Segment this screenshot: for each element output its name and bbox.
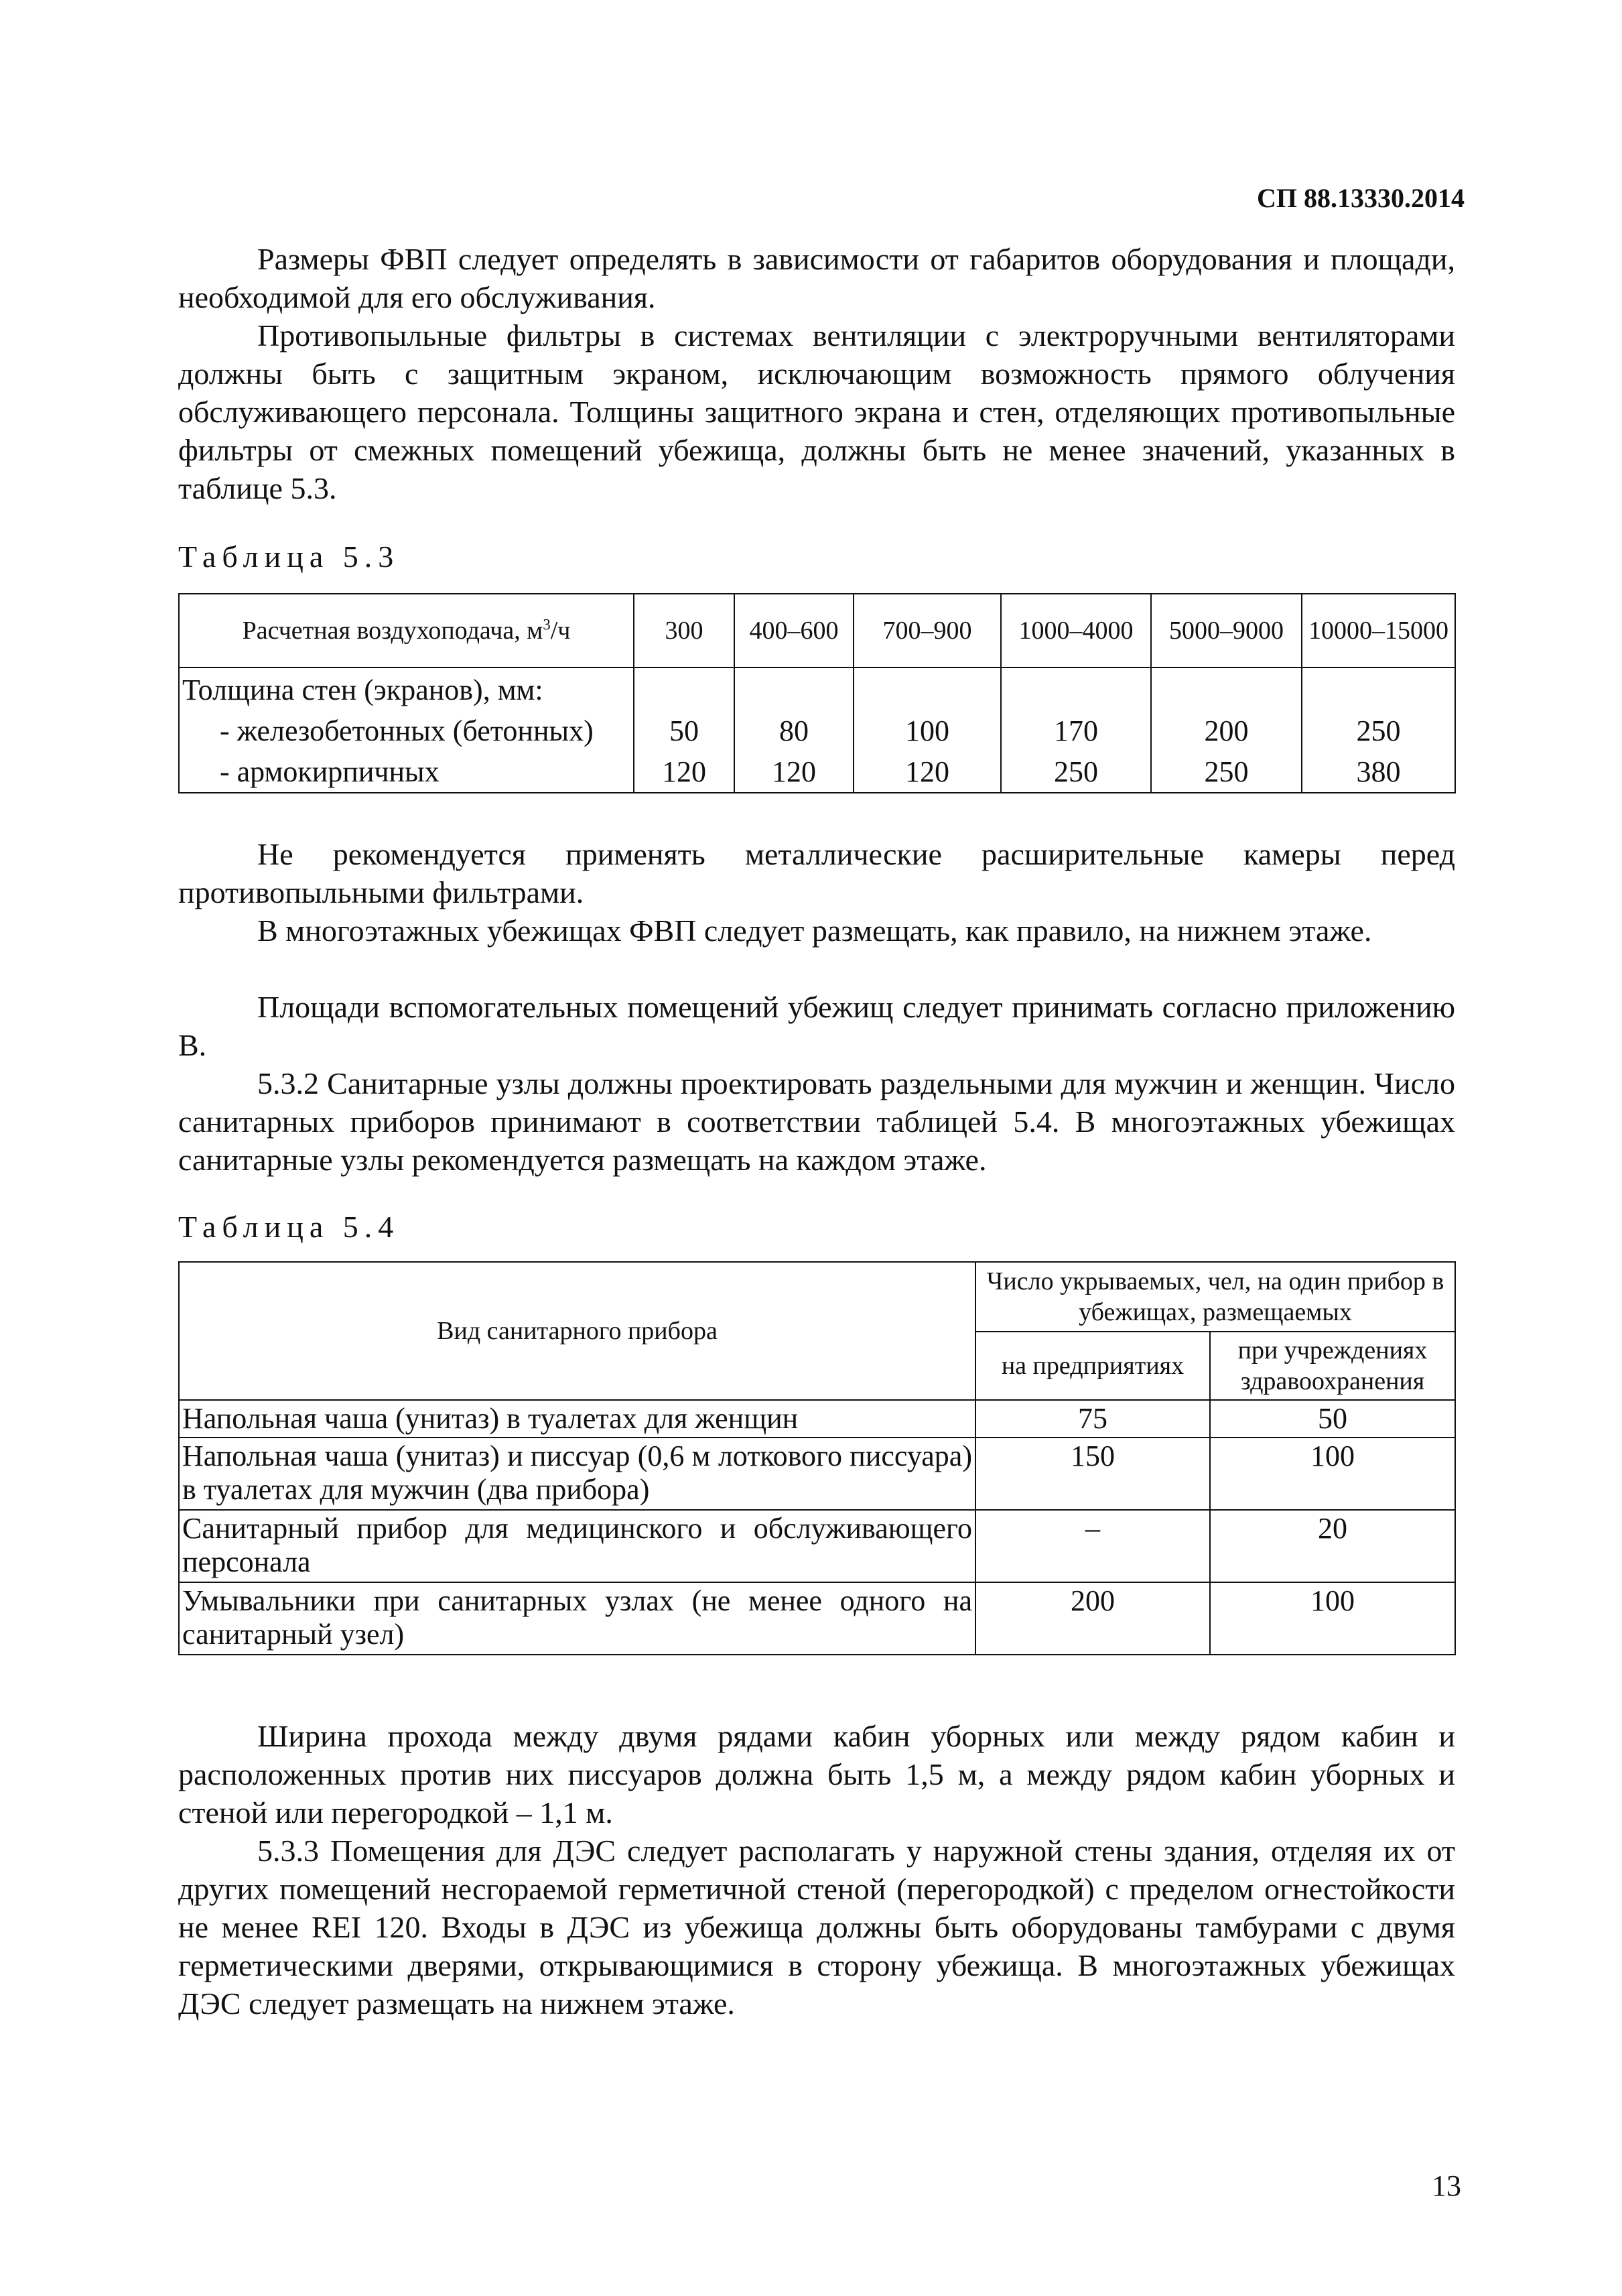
table-row bbox=[179, 1438, 1455, 1510]
table-5-3-values-col bbox=[1151, 667, 1302, 793]
table-5-4-device-cell: Напольная чаша (унитаз) в туалетах для женщин bbox=[179, 1400, 975, 1438]
table-5-3-cell: 120 bbox=[905, 755, 949, 788]
document-code: СП 88.13330.2014 bbox=[1257, 183, 1465, 213]
table-5-4-health-cell: 20 bbox=[1210, 1510, 1455, 1582]
paragraph-dust-filters: Противопыльные фильтры в системах вентиляции с электроручными вентиляторами должны быть с защитным экраном, исключающим возможность прямого облучения обслуживающего персонала. Толщины защитного экрана и стен, отделяющих противопыльные фильтры от смежных помещений убежища, должны быть не менее значений, указанных в таблице 5.3. bbox=[178, 318, 1455, 505]
table-5-4 bbox=[178, 1261, 1456, 1655]
table-5-3-group-label: Толщина стен (экранов), мм: bbox=[182, 674, 543, 706]
table-5-3 bbox=[178, 593, 1456, 793]
table-5-3-cell: 250 bbox=[1204, 755, 1249, 788]
table-5-4-device-cell: Санитарный прибор для медицинского и обслуживающего персонала bbox=[179, 1510, 975, 1582]
table-5-3-cell: 250 bbox=[1356, 714, 1401, 747]
table-5-3-row-label: - армокирпичных bbox=[220, 755, 440, 788]
table-5-3-cell: 380 bbox=[1356, 755, 1401, 788]
table-5-4-col-device: Вид санитарного прибора bbox=[179, 1262, 975, 1400]
table-row bbox=[179, 1510, 1455, 1582]
table-5-3-header-label: Расчетная воздухоподача, $м^3/ч$ bbox=[179, 594, 634, 667]
table-5-3-values-col bbox=[1001, 667, 1151, 793]
paragraph-passage-width: Ширина прохода между двумя рядами кабин уборных или между рядом кабин и расположенных против них писсуаров должна быть 1,5 м, а между рядом кабин уборных и стеной или перегородкой – 1,1 м. bbox=[178, 1719, 1455, 1830]
paragraph-expansion-chambers: Не рекомендуется применять металлические расширительные камеры перед противопыльными фильтрами. bbox=[178, 837, 1455, 909]
page-number: 13 bbox=[1432, 2169, 1461, 2202]
table-5-3-header-row bbox=[179, 594, 1455, 667]
paragraph-aux-rooms: Площади вспомогательных помещений убежищ следует принимать согласно приложению В. bbox=[178, 990, 1455, 1062]
table-5-4-caption: Таблица 5.4 bbox=[178, 1210, 400, 1244]
table-row bbox=[179, 1400, 1455, 1438]
table-5-3-cell: 200 bbox=[1204, 714, 1249, 747]
paragraph-5-3-3: 5.3.3 Помещения для ДЭС следует располагать у наружной стены здания, отделяя их от других помещений несгораемой герметичной стеной (перегородкой) с пределом огнестойкости не менее REI 120. Входы в ДЭС из убежища должны быть оборудованы тамбурами с двумя герметическими дверями, открывающимися в сторону убежища. В многоэтажных убежищах ДЭС следует размещать на нижнем этаже. bbox=[178, 1834, 1455, 2021]
table-5-3-col-header: 5000–9000 bbox=[1151, 594, 1302, 667]
table-5-4-col-enterprises: на предприятиях bbox=[975, 1332, 1210, 1400]
table-5-3-cell: 80 bbox=[779, 714, 809, 747]
table-5-4-device-cell: Напольная чаша (унитаз) и писсуар (0,6 м лоткового писсуара) в туалетах для мужчин (два прибора) bbox=[179, 1438, 975, 1510]
table-5-3-values-col bbox=[634, 667, 734, 793]
table-5-3-col-header: 10000–15000 bbox=[1302, 594, 1455, 667]
table-5-3-col-header: 400–600 bbox=[734, 594, 854, 667]
table-5-4-enterprises-cell: 150 bbox=[975, 1438, 1210, 1510]
table-5-3-cell: 50 bbox=[669, 714, 699, 747]
table-5-3-cell: 250 bbox=[1054, 755, 1098, 788]
table-5-4-enterprises-cell: – bbox=[975, 1510, 1210, 1582]
table-5-3-body-row bbox=[179, 667, 1455, 793]
paragraph-fvp-sizes: Размеры ФВП следует определять в зависимости от габаритов оборудования и площади, необходимой для его обслуживания. bbox=[178, 242, 1455, 314]
table-5-4-enterprises-cell: 200 bbox=[975, 1582, 1210, 1655]
table-5-3-cell: 120 bbox=[772, 755, 816, 788]
table-5-3-row-labels bbox=[179, 667, 634, 793]
table-5-4-col-group: Число укрываемых, чел, на один прибор в убежищах, размещаемых bbox=[975, 1262, 1455, 1332]
table-5-3-cell: 120 bbox=[662, 755, 706, 788]
table-5-3-values-col bbox=[734, 667, 854, 793]
table-5-4-enterprises-cell: 75 bbox=[975, 1400, 1210, 1438]
table-5-4-device-cell: Умывальники при санитарных узлах (не менее одного на санитарный узел) bbox=[179, 1582, 975, 1655]
paragraph-5-3-2: 5.3.2 Санитарные узлы должны проектировать раздельными для мужчин и женщин. Число санитарных приборов принимают в соответствии таблицей 5.4. В многоэтажных убежищах санитарные узлы рекомендуется размещать на каждом этаже. bbox=[178, 1066, 1455, 1177]
table-5-3-caption: Таблица 5.3 bbox=[178, 539, 400, 574]
table-5-3-cell: 100 bbox=[905, 714, 949, 747]
table-5-3-values-col bbox=[854, 667, 1001, 793]
table-5-4-health-cell: 50 bbox=[1210, 1400, 1455, 1438]
table-5-4-header-row bbox=[179, 1262, 1455, 1332]
table-5-4-health-cell: 100 bbox=[1210, 1582, 1455, 1655]
table-5-3-col-header: 300 bbox=[634, 594, 734, 667]
table-5-4-col-health: при учреждениях здравоохранения bbox=[1210, 1332, 1455, 1400]
table-5-3-cell: 170 bbox=[1054, 714, 1098, 747]
table-5-3-col-header: 1000–4000 bbox=[1001, 594, 1151, 667]
paragraph-multistorey-fvp: В многоэтажных убежищах ФВП следует размещать, как правило, на нижнем этаже. bbox=[257, 913, 1372, 948]
table-5-3-col-header: 700–900 bbox=[854, 594, 1001, 667]
table-row bbox=[179, 1582, 1455, 1655]
table-5-4-health-cell: 100 bbox=[1210, 1438, 1455, 1510]
table-5-3-row-label: - железобетонных (бетонных) bbox=[220, 714, 594, 747]
table-5-3-values-col bbox=[1302, 667, 1455, 793]
